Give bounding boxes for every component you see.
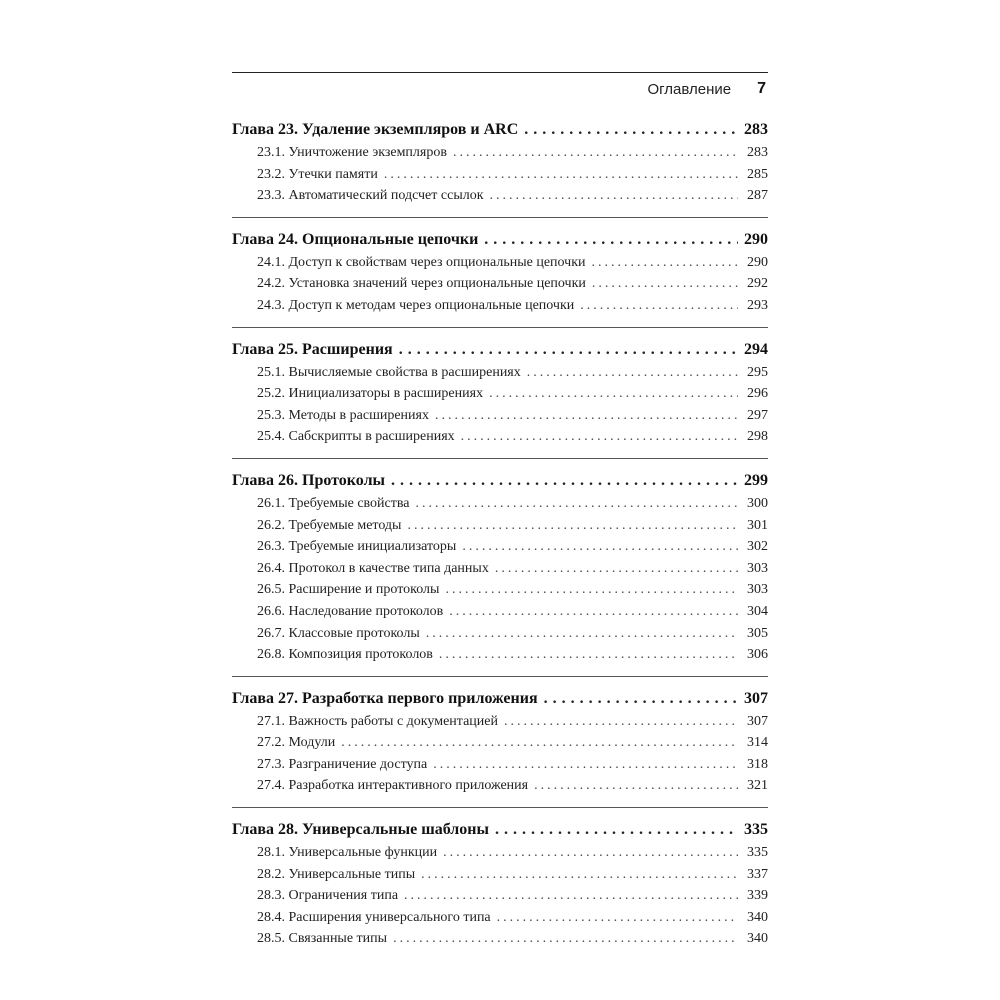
section-title: 27.3. Разграничение доступа [257, 756, 428, 772]
section-page-number: 296 [747, 386, 768, 402]
section-title: 28.3. Ограничения типа [257, 888, 399, 904]
dot-leader [534, 775, 738, 797]
section-entry[interactable] [232, 711, 768, 733]
dot-leader [443, 842, 738, 864]
section-page-number: 305 [747, 625, 768, 641]
dot-leader [435, 405, 738, 427]
dot-leader [407, 515, 738, 537]
chapter-title: Глава 27. Разработка первого приложения [232, 689, 538, 707]
dot-leader [592, 252, 738, 274]
dot-leader [341, 732, 738, 754]
section-entry[interactable] [232, 842, 768, 864]
dot-leader [489, 383, 738, 405]
section-entry[interactable] [232, 185, 768, 207]
section-title: 26.5. Расширение и протоколы [257, 582, 440, 598]
section-entry[interactable] [232, 164, 768, 186]
toc-chapter [232, 807, 768, 950]
chapter-page-number: 283 [744, 121, 768, 138]
section-title: 27.4. Разработка интерактивного приложения [257, 778, 529, 794]
section-entry[interactable] [232, 864, 768, 886]
dot-leader [462, 536, 738, 558]
section-page-number: 303 [747, 560, 768, 576]
chapter-title: Глава 23. Удаление экземпляров и ARC [232, 121, 519, 138]
section-title: 25.4. Сабскрипты в расширениях [257, 429, 455, 445]
dot-leader [449, 601, 738, 623]
dot-leader [592, 273, 738, 295]
section-page-number: 293 [747, 297, 768, 313]
dot-leader [399, 338, 738, 362]
section-entry[interactable] [232, 383, 768, 405]
chapter-page-number: 290 [744, 230, 768, 248]
section-title: 25.1. Вычисляемые свойства в расширениях [257, 364, 521, 380]
section-entry[interactable] [232, 273, 768, 295]
toc-chapter [232, 118, 768, 207]
dot-leader [421, 864, 738, 886]
dot-leader [393, 928, 738, 950]
section-title: 24.1. Доступ к свойствам через опциональные цепочки [257, 254, 586, 270]
chapter-page-number: 307 [744, 689, 768, 707]
section-title: 27.2. Модули [257, 735, 336, 751]
section-title: 24.2. Установка значений через опциональные цепочки [257, 276, 586, 292]
section-page-number: 287 [747, 188, 768, 204]
section-page-number: 321 [747, 778, 768, 794]
section-title: 25.3. Методы в расширениях [257, 407, 429, 423]
section-title: 28.5. Связанные типы [257, 931, 388, 947]
chapter-entry[interactable] [232, 469, 768, 493]
dot-leader [404, 885, 738, 907]
chapter-page-number: 299 [744, 471, 768, 489]
dot-leader [504, 711, 738, 733]
section-page-number: 285 [747, 166, 768, 182]
section-entry[interactable] [232, 493, 768, 515]
chapter-entry[interactable] [232, 338, 768, 362]
section-entry[interactable] [232, 601, 768, 623]
section-title: 26.2. Требуемые методы [257, 517, 402, 533]
section-title: 26.3. Требуемые инициализаторы [257, 539, 457, 555]
section-entry[interactable] [232, 754, 768, 776]
section-title: 25.2. Инициализаторы в расширениях [257, 386, 484, 402]
section-page-number: 301 [747, 517, 768, 533]
chapter-entry[interactable] [232, 228, 768, 252]
section-page-number: 298 [747, 429, 768, 445]
table-of-contents [232, 118, 768, 960]
section-title: 26.4. Протокол в качестве типа данных [257, 560, 489, 576]
section-page-number: 340 [747, 909, 768, 925]
section-entry[interactable] [232, 515, 768, 537]
section-page-number: 302 [747, 539, 768, 555]
chapter-page-number: 294 [744, 340, 768, 358]
section-entry[interactable] [232, 536, 768, 558]
section-page-number: 283 [747, 145, 768, 160]
section-title: 26.1. Требуемые свойства [257, 495, 410, 511]
section-entry[interactable] [232, 426, 768, 448]
section-title: 26.6. Наследование протоколов [257, 603, 444, 619]
section-entry[interactable] [232, 732, 768, 754]
section-entry[interactable] [232, 252, 768, 274]
section-page-number: 297 [747, 407, 768, 423]
section-entry[interactable] [232, 885, 768, 907]
section-entry[interactable] [232, 623, 768, 645]
section-page-number: 335 [747, 845, 768, 861]
dot-leader [524, 118, 738, 142]
section-title: 24.3. Доступ к методам через опциональные цепочки [257, 297, 575, 313]
dot-leader [490, 185, 738, 207]
page-number: 7 [757, 80, 766, 97]
section-page-number: 307 [747, 713, 768, 729]
dot-leader [433, 754, 738, 776]
chapter-title: Глава 25. Расширения [232, 340, 393, 358]
dot-leader [497, 907, 738, 929]
section-page-number: 314 [747, 735, 768, 751]
section-entry[interactable] [232, 362, 768, 384]
section-entry[interactable] [232, 142, 768, 164]
section-title: 26.8. Композиция протоколов [257, 647, 433, 663]
dot-leader [439, 644, 738, 666]
section-page-number: 290 [747, 254, 768, 270]
section-entry[interactable] [232, 907, 768, 929]
section-entry[interactable] [232, 295, 768, 317]
chapter-entry[interactable] [232, 818, 768, 842]
toc-chapter [232, 458, 768, 666]
section-title: 28.2. Универсальные типы [257, 866, 416, 882]
chapter-title: Глава 24. Опциональные цепочки [232, 230, 479, 248]
section-title: 27.1. Важность работы с документацией [257, 713, 498, 729]
section-page-number: 306 [747, 647, 768, 663]
section-page-number: 337 [747, 866, 768, 882]
toc-chapter [232, 217, 768, 317]
dot-leader [391, 469, 738, 493]
dot-leader [426, 623, 738, 645]
section-title: 23.3. Автоматический подсчет ссылок [257, 188, 484, 204]
section-entry[interactable] [232, 579, 768, 601]
section-page-number: 318 [747, 756, 768, 772]
section-entry[interactable] [232, 558, 768, 580]
section-title: 26.7. Классовые протоколы [257, 625, 420, 641]
dot-leader [580, 295, 738, 317]
dot-leader [461, 426, 738, 448]
dot-leader [495, 818, 738, 842]
running-header [232, 77, 768, 101]
toc-chapter [232, 327, 768, 448]
section-page-number: 292 [747, 276, 768, 292]
dot-leader [453, 142, 738, 164]
chapter-entry[interactable] [232, 118, 768, 142]
chapter-page-number: 335 [744, 821, 768, 839]
section-page-number: 339 [747, 888, 768, 904]
dot-leader [384, 164, 738, 186]
header-rule [232, 72, 768, 73]
section-entry[interactable] [232, 405, 768, 427]
dot-leader [416, 493, 738, 515]
running-title: Оглавление [647, 80, 732, 98]
dot-leader [527, 362, 738, 384]
chapter-title: Глава 26. Протоколы [232, 471, 386, 489]
section-entry[interactable] [232, 775, 768, 797]
toc-chapter [232, 676, 768, 797]
section-title: 23.2. Утечки памяти [257, 166, 378, 182]
dot-leader [544, 687, 738, 711]
section-page-number: 304 [747, 603, 768, 619]
section-entry[interactable] [232, 928, 768, 950]
section-title: 28.1. Универсальные функции [257, 845, 438, 861]
dot-leader [484, 228, 738, 252]
section-title: 23.1. Уничтожение экземпляров [257, 145, 447, 160]
section-title: 28.4. Расширения универсального типа [257, 909, 491, 925]
section-page-number: 303 [747, 582, 768, 598]
section-page-number: 295 [747, 364, 768, 380]
section-page-number: 300 [747, 495, 768, 511]
section-entry[interactable] [232, 644, 768, 666]
dot-leader [445, 579, 738, 601]
chapter-entry[interactable] [232, 687, 768, 711]
section-page-number: 340 [747, 931, 768, 947]
dot-leader [495, 558, 738, 580]
chapter-title: Глава 28. Универсальные шаблоны [232, 821, 489, 839]
